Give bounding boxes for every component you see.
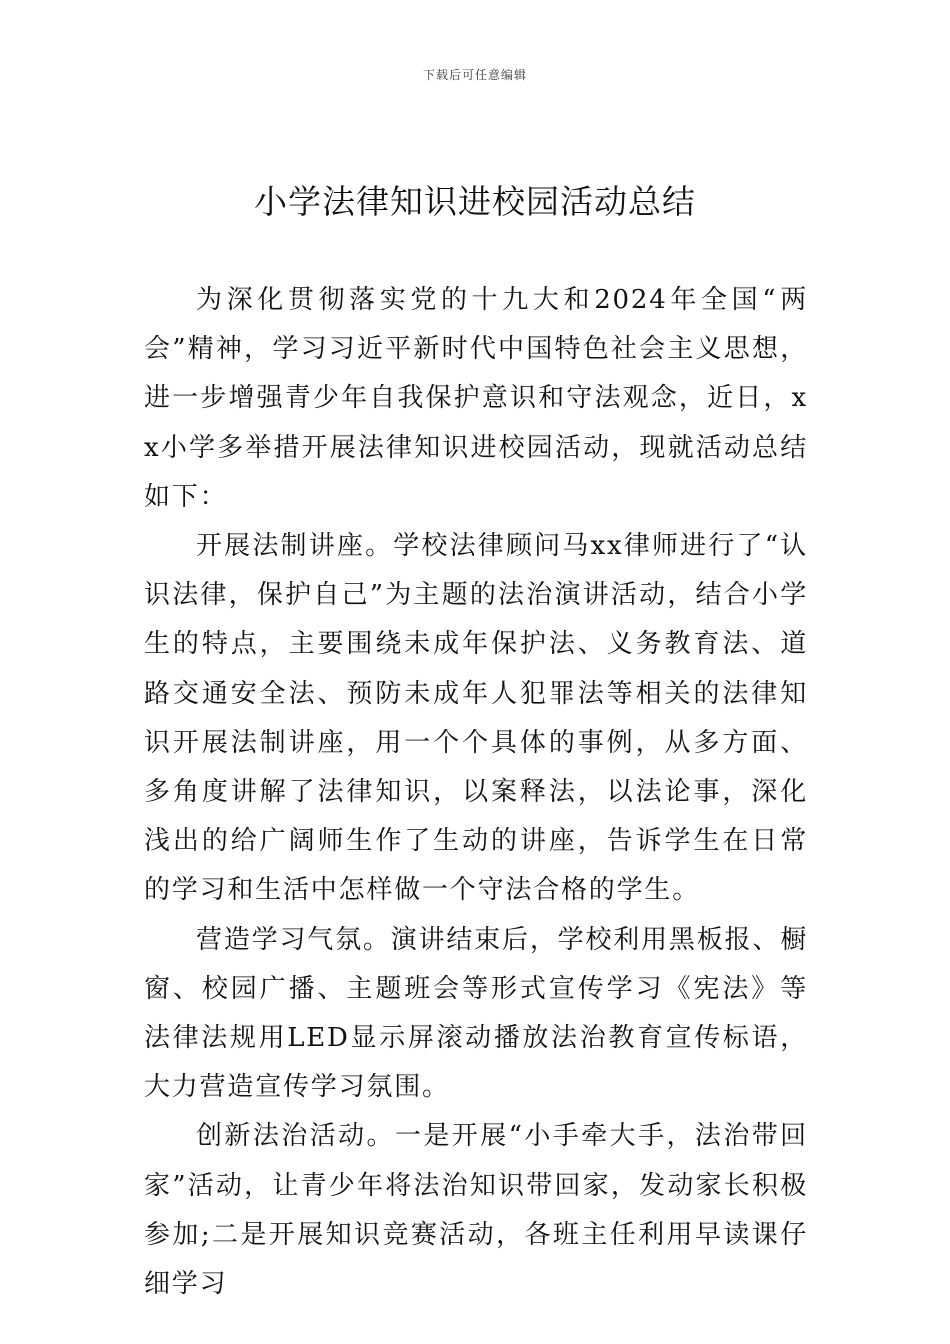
document-title: 小学法律知识进校园活动总结 [254,182,696,221]
paragraph-lecture: 开展法制讲座。学校法律顾问马xx律师进行了“认识法律，保护自己”为主题的法治演讲活动，结合小学生的特点，主要围绕未成年保护法、义务教育法、道路交通安全法、预防未成年人犯罪法等相关的法律知识开展法制讲座，用一个个具体的事例，从多方面、多角度讲解了法律知识，以案释法，以法论事，深化浅出的给广阔师生作了生动的讲座，告诉学生在日常的学习和生活中怎样做一个守法合格的学生。 [144,531,808,906]
header-note: 下载后可任意编辑 [422,68,527,82]
paragraph-activities: 创新法治活动。一是开展“小手牵大手，法治带回家”活动，让青少年将法治知识带回家，发动家长积极参加;二是开展知识竞赛活动，各班主任利用早读课仔细学习 [144,1121,808,1300]
paragraph-intro: 为深化贯彻落实党的十九大和2024年全国“两会”精神，学习习近平新时代中国特色社会主义思想，进一步增强青少年自我保护意识和守法观念，近日，xx小学多举措开展法律知识进校园活动，现就活动总结如下： [144,285,808,512]
paragraph-atmosphere: 营造学习气氛。演讲结束后，学校利用黑板报、橱窗、校园广播、主题班会等形式宣传学习《宪法》等法律法规用LED显示屏滚动播放法治教育宣传标语，大力营造宣传学习氛围。 [144,924,808,1103]
document-body [144,276,808,1306]
